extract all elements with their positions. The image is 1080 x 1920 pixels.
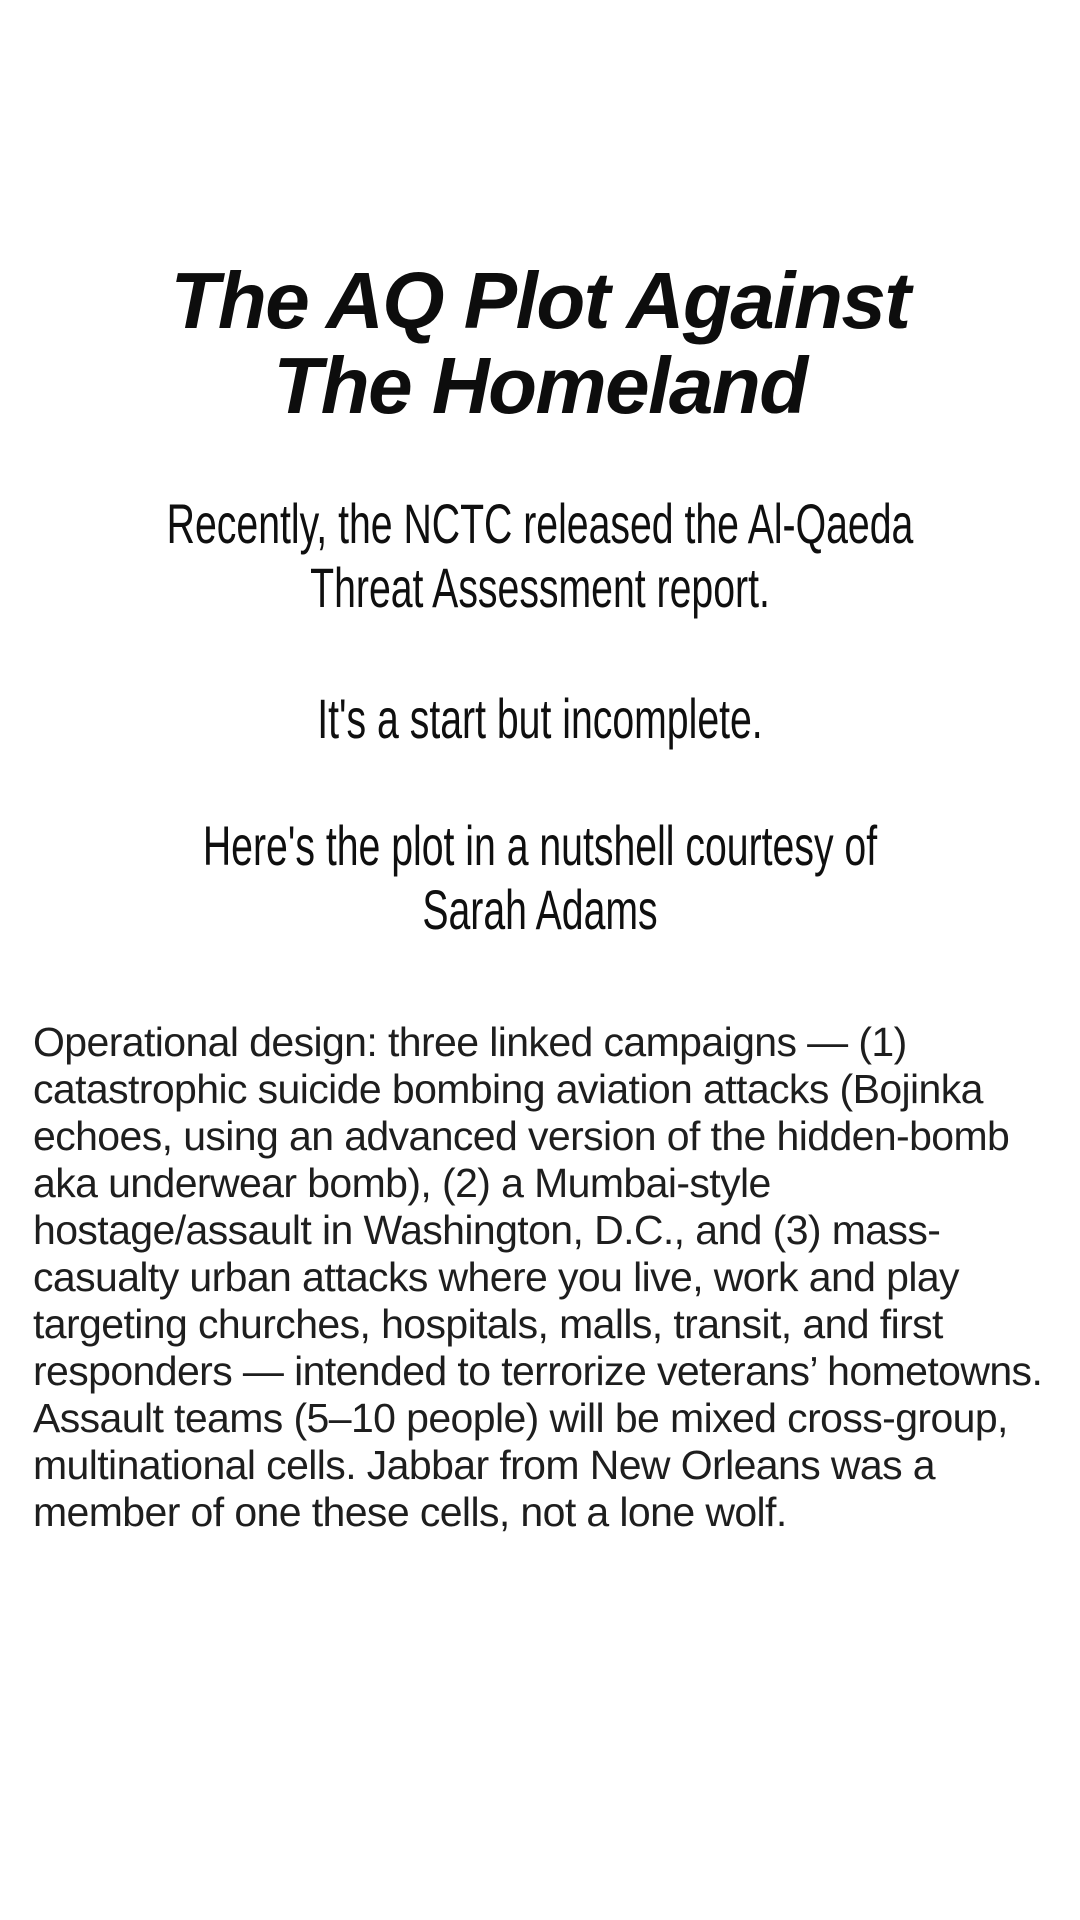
page-title <box>0 258 1080 428</box>
page-title-line-1: The AQ Plot Against <box>170 256 910 345</box>
subtitle <box>162 492 918 620</box>
note <box>162 814 918 942</box>
subtitle-line-1: Recently, the NCTC released the Al-Qaeda <box>166 492 914 555</box>
statement-line: It's a start but incomplete. <box>317 687 763 750</box>
note-line-2: Sarah Adams <box>422 878 658 941</box>
note-line-1: Here's the plot in a nutshell courtesy of <box>202 814 878 877</box>
subtitle-line-2: Threat Assessment report. <box>310 556 770 619</box>
body-paragraph: Operational design: three linked campaigns — (1) catastrophic suicide bombing aviation attacks (Bojinka echoes, using an advanced version of the hidden-bomb aka underwear bomb), (2) a Mumbai-style hostage/assault in Washington, D.C., and (3) mass-casualty urban attacks where you live, work and play targeting churches, hospitals, malls, transit, and first responders — intended to terrorize veterans’ hometowns. Assault teams (5–10 people) will be mixed cross-group, multinational cells. Jabbar from New Orleans was a member of one these cells, not a lone wolf. <box>33 1019 1043 1535</box>
page-title-line-2: The Homeland <box>273 341 807 430</box>
